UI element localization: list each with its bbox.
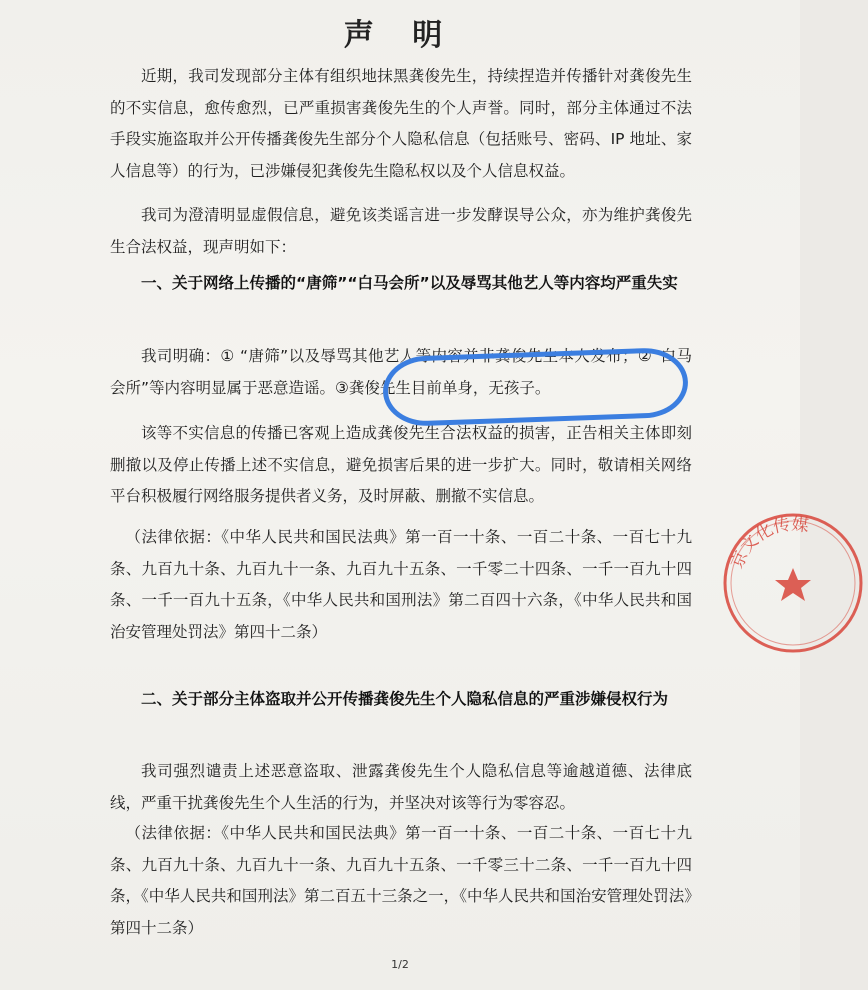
section-2-heading: 二、关于部分主体盗取并公开传播龚俊先生个人隐私信息的严重涉嫌侵权行为 [141, 690, 669, 708]
seal-star-icon [775, 568, 811, 601]
section-1-legal-basis: （法律依据：《中华人民共和国民法典》第一百一十条、一百二十条、一百七十九条、九百九十条、九百九十一条、九百九十五条、一千零二十四条、一千一百九十四条、一千一百九十五条，《中华人民共和国刑法》第二百四十六条，《中华人民共和国治安管理处罚法》第四十二条） [110, 528, 692, 641]
section-1-demand: 该等不实信息的传播已客观上造成龚俊先生合法权益的损害，正告相关主体即刻删撤以及停止传播上述不实信息，避免损害后果的进一步扩大。同时，敬请相关网络平台积极履行网络服务提供者义务，及时屏蔽、删撤不实信息。 [110, 424, 692, 505]
page-number: 1/2 [391, 958, 409, 971]
intro-paragraph: 近期，我司发现部分主体有组织地抹黑龚俊先生，持续捏造并传播针对龚俊先生的不实信息，愈传愈烈，已严重损害龚俊先生的个人声誉。同时，部分主体通过不法手段实施盗取并公开传播龚俊先生部分个人隐私信息（包括账号、密码、IP 地址、家人信息等）的行为，已涉嫌侵犯龚俊先生隐私权以及个人信息权益。 [110, 67, 692, 180]
section-2-legal-basis: （法律依据：《中华人民共和国民法典》第一百一十条、一百二十条、一百七十九条、九百九十条、九百九十一条、九百九十五条、一千零三十二条、一千一百九十四条，《中华人民共和国刑法》第二百五十三条之一，《中华人民共和国治安管理处罚法》第四十二条） [110, 824, 692, 937]
section-1-clarification: 我司明确：① “唐筛”以及辱骂其他艺人等内容并非龚俊先生本人发布；②“白马会所”等内容明显属于恶意造谣。③龚俊先生目前单身，无孩子。 [110, 347, 692, 397]
svg-text:京文化传媒 [727, 514, 810, 571]
section-1-heading: 一、关于网络上传播的“唐筛”“白马会所”以及辱骂其他艺人等内容均严重失实 [141, 274, 678, 292]
highlight-circle-annotation [382, 347, 689, 428]
section-2-condemnation: 我司强烈谴责上述恶意盗取、泄露龚俊先生个人隐私信息等逾越道德、法律底线，严重干扰龚俊先生个人生活的行为，并坚决对该等行为零容忍。 [110, 762, 692, 812]
company-seal-stamp [718, 508, 868, 658]
seal-text: 京文化传媒 [727, 514, 810, 572]
purpose-paragraph: 我司为澄清明显虚假信息，避免该类谣言进一步发酵误导公众，亦为维护龚俊先生合法权益，现声明如下： [110, 206, 692, 256]
document-title: 声 明 [343, 18, 457, 53]
